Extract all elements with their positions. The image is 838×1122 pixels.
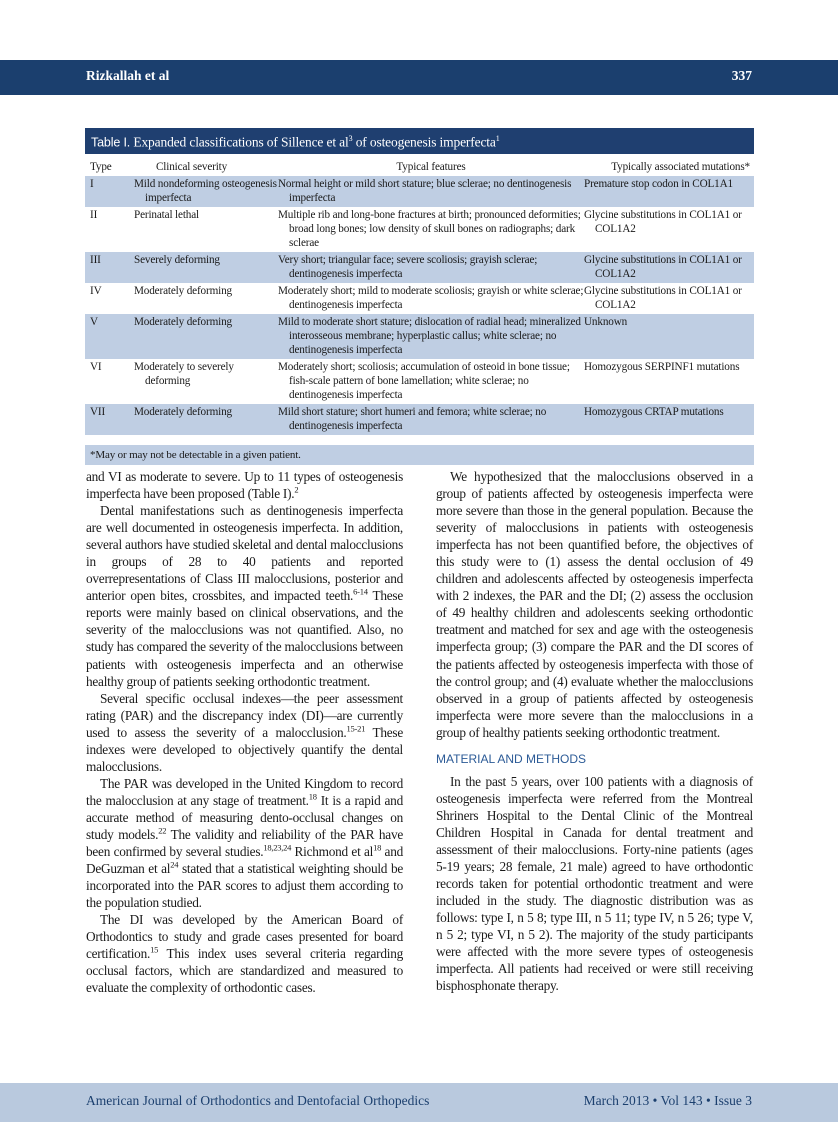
citation-ref: 24 xyxy=(170,859,179,870)
table-1 xyxy=(85,128,754,465)
text-run: It is a rapid and accurate method of measuring dento-occlusal changes on study models. xyxy=(86,792,403,842)
column-header: Type xyxy=(90,161,112,173)
text-run: The PAR was developed in the United Kingdom to record the malocclusion at any stage of treatment. xyxy=(86,775,403,808)
paragraph: We hypothesized that the malocclusions observed in a group of patients affected by osteogenesis imperfecta were more severe than those in the general population. Because the severity of malocclusions in patients with osteogenesis imperfecta has not been quantified before, the objectives of this study were to (1) assess the dental occlusion of 49 children and adolescents affected by osteogenesis imperfecta with 2 indexes, the PAR and the DI; (2) assess the occlusion of 49 healthy children and adolescents seeking orthodontic treatment and matched for sex and age with the osteogenesis imperfecta group; (3) compare the PAR and the DI scores of the patients affected by osteogenesis imperfecta with those of the control group; and (4) evaluate whether the malocclusions observed in a group of patients affected by osteogenesis imperfecta were more severe than the malocclusions in a group of healthy patients seeking orthodontic treatment. xyxy=(436,469,753,740)
paragraph xyxy=(86,502,403,690)
severity-cell: Severely deforming xyxy=(134,254,220,266)
severity-cell: Moderately deforming xyxy=(134,316,232,328)
section-heading: MATERIAL AND METHODS xyxy=(436,751,587,766)
mutations-cell: Glycine substitutions in COL1A1 or COL1A2 xyxy=(584,254,742,280)
table-row xyxy=(85,207,754,252)
text-run: stated that a statistical weighting should be incorporated into the PAR scores to adjust them according to the population studied. xyxy=(86,861,403,911)
severity-cell: Moderately deforming xyxy=(134,406,232,418)
features-cell: Multiple rib and long-bone fractures at birth; pronounced deformities; broad long bones; low density of skull bones on radiographs; dark sclerae xyxy=(278,209,581,249)
mutations-cell: Glycine substitutions in COL1A1 or COL1A2 xyxy=(584,285,742,311)
table-title-ref: 3 xyxy=(348,134,353,143)
mutations-cell: Homozygous SERPINF1 mutations xyxy=(584,361,740,373)
text-run: Richmond et al xyxy=(291,844,374,860)
features-cell: Moderately short; scoliosis; accumulation of osteoid in bone tissue; fish-scale pattern of bone lamellation; white sclerae; no dentinogenesis imperfecta xyxy=(278,361,570,401)
column-header: Typically associated mutations* xyxy=(611,161,750,173)
severity-cell: Moderately to severely deforming xyxy=(134,361,234,387)
table-row xyxy=(85,176,754,207)
severity-cell: Moderately deforming xyxy=(134,285,232,297)
text-run: These reports were mainly based on clinical observations, and the severity of the malocclusions was not quantified. Also, no study has compared the severity of the malocclusions between patients with osteogenesis imperfecta and an otherwise healthy group of patients seeking orthodontic treatment. xyxy=(86,588,403,689)
severity-cell: Mild nondeforming osteogenesis imperfecta xyxy=(134,178,277,204)
features-cell: Mild short stature; short humeri and femora; white sclerae; no dentinogenesis imperfecta xyxy=(278,406,547,432)
running-header-authors: Rizkallah et al xyxy=(86,68,170,83)
text-run: and VI as moderate to severe. Up to 11 types of osteogenesis imperfecta have been proposed (Table I). xyxy=(86,469,403,502)
page-number: 337 xyxy=(731,68,752,83)
type-cell: III xyxy=(90,254,101,266)
type-cell: II xyxy=(90,209,98,221)
severity-cell: Perinatal lethal xyxy=(134,209,200,221)
features-cell: Mild to moderate short stature; dislocation of radial head; mineralized interosseous membrane; hyperplastic callus; white sclerae; no dentinogenesis imperfecta xyxy=(278,316,581,356)
running-header xyxy=(0,60,838,95)
column-header: Typical features xyxy=(396,161,466,173)
paragraph: In the past 5 years, over 100 patients with a diagnosis of osteogenesis imperfecta were referred from the Montreal Shriners Hospital to the Dental Clinic of the Montreal Children Hospital in Canada for dental treatment and assessment of their malocclusions. Forty-nine patients (ages 5-19 years; 28 female, 21 male) agreed to have orthodontic records taken for potential orthodontic treatment and were included in the study. The diagnostic distribution was as follows: type I, n 5 8; type III, n 5 11; type IV, n 5 26; type V, n 5 2; type VI, n 5 2). The majority of the study participants were affected with the more severe types of osteogenesis imperfecta. All patients had received or were still receiving bisphosphonate therapy. xyxy=(436,773,753,994)
table-row xyxy=(85,283,754,314)
table-row xyxy=(85,404,754,435)
mutations-cell: Homozygous CRTAP mutations xyxy=(584,406,724,418)
right-column xyxy=(436,468,753,994)
left-column xyxy=(86,468,403,996)
table-title-text: Expanded classifications of Sillence et al xyxy=(133,134,349,150)
paragraph xyxy=(86,911,403,996)
type-cell: I xyxy=(90,178,94,190)
text-run: The DI was developed by the American Board of Orthodontics to study and grade cases presented for board certification. xyxy=(86,912,403,962)
text-run: The validity and reliability of the PAR have been confirmed by several studies. xyxy=(86,826,403,860)
citation-ref: 18 xyxy=(308,791,317,802)
paragraph xyxy=(86,468,403,502)
text-run: These indexes were developed to objectively quantify the dental malocclusions. xyxy=(86,724,403,774)
citation-ref: 18 xyxy=(373,842,382,853)
citation-ref: 22 xyxy=(158,825,167,836)
paragraph xyxy=(86,690,403,775)
features-cell: Normal height or mild short stature; blue sclerae; no dentinogenesis imperfecta xyxy=(278,178,572,204)
mutations-cell: Unknown xyxy=(584,316,628,328)
table-header-row xyxy=(85,154,754,176)
paragraph xyxy=(86,775,403,911)
table-footnote: *May or may not be detectable in a given patient. xyxy=(85,445,754,465)
features-cell: Moderately short; mild to moderate scoliosis; grayish or white sclerae; dentinogenesis imperfecta xyxy=(278,285,584,311)
table-title-rest: of osteogenesis imperfecta xyxy=(352,134,496,150)
text-run: and DeGuzman et al xyxy=(86,844,403,877)
table-title-ref2: 1 xyxy=(495,134,500,143)
type-cell: V xyxy=(90,316,98,328)
mutations-cell: Premature stop codon in COL1A1 xyxy=(584,178,733,190)
type-cell: IV xyxy=(90,285,102,297)
mutations-cell: Glycine substitutions in COL1A1 or COL1A2 xyxy=(584,209,742,235)
running-footer xyxy=(0,1083,838,1122)
citation-ref: 2 xyxy=(294,484,299,495)
text-run: This index uses several criteria regarding occlusal factors, which are standardized and measured to evaluate the complexity of orthodontic cases. xyxy=(86,946,403,996)
features-cell: Very short; triangular face; severe scoliosis; grayish sclerae; dentinogenesis imperfecta xyxy=(278,254,538,280)
citation-ref: 18,23,24 xyxy=(263,842,292,853)
column-header: Clinical severity xyxy=(156,161,228,173)
type-cell: VII xyxy=(90,406,106,418)
issue-info: March 2013 • Vol 143 • Issue 3 xyxy=(583,1093,752,1108)
citation-ref: 15-21 xyxy=(346,723,366,734)
journal-name: American Journal of Orthodontics and Dentofacial Orthopedics xyxy=(86,1093,430,1108)
text-run: Dental manifestations such as dentinogenesis imperfecta are well documented in osteogenesis imperfecta. In addition, several authors have studied skeletal and dental malocclusions in groups of 28 to 40 patients and reported overrepresentations of Class III malocclusions, posterior and anterior open bites, crossbites, and impacted teeth. xyxy=(86,503,403,604)
citation-ref: 6-14 xyxy=(353,586,368,597)
type-cell: VI xyxy=(90,361,102,373)
table-row xyxy=(85,252,754,283)
table-row xyxy=(85,314,754,359)
citation-ref: 15 xyxy=(150,944,159,955)
table-label: Table I. xyxy=(91,135,131,150)
table-title xyxy=(85,128,754,154)
text-run: Several specific occlusal indexes—the peer assessment rating (PAR) and the discrepancy index (DI)—are currently used to assess the severity of a malocclusion. xyxy=(86,690,403,740)
table-row xyxy=(85,359,754,404)
